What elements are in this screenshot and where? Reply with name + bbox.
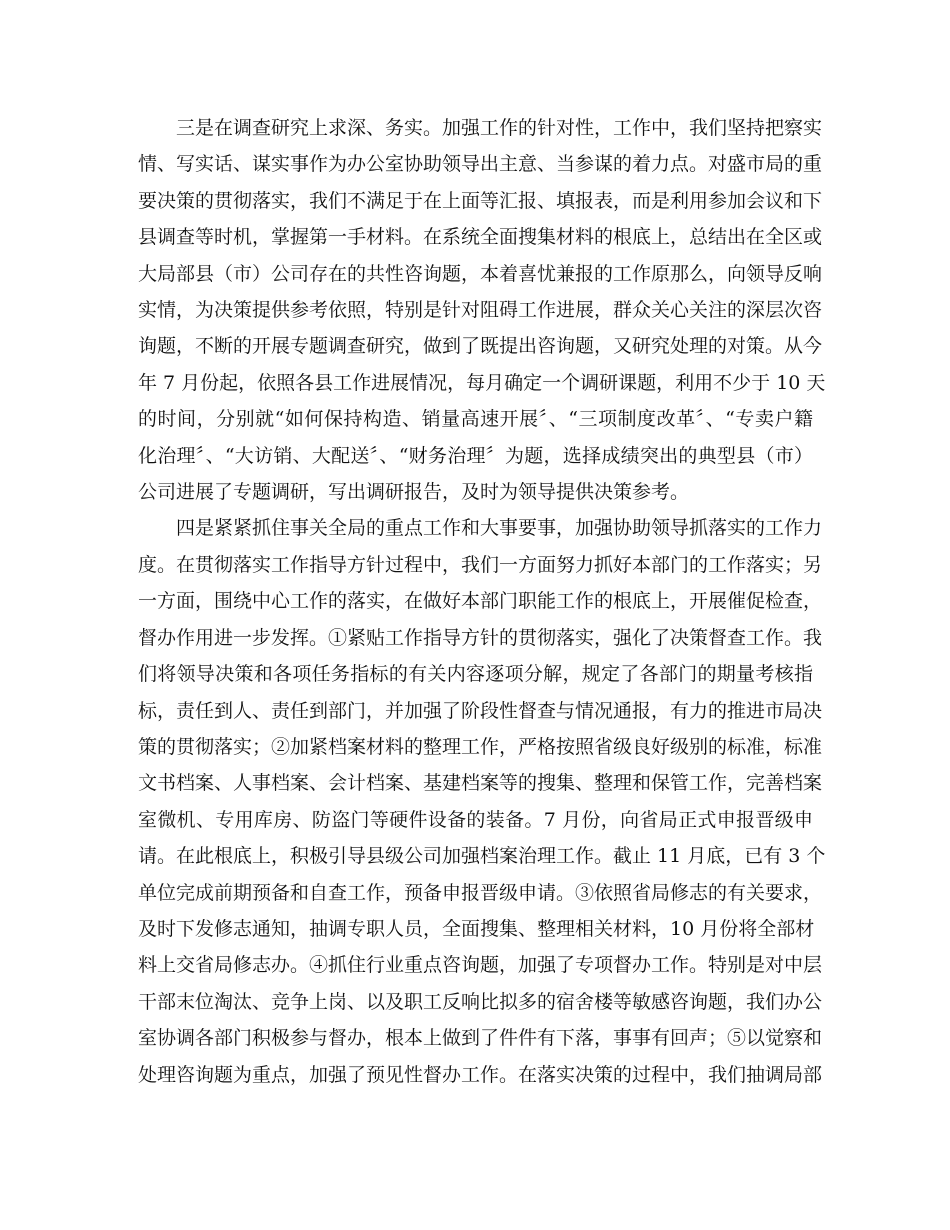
text-line: 要决策的贯彻落实，我们不满足于在上面等汇报、填报表，而是利用参加会议和下 <box>138 189 823 212</box>
text-line: 室协调各部门积极参与督办，根本上做到了件件有下落，事事有回声；⑤以觉察和 <box>138 1027 823 1050</box>
text-line: 请。在此根底上，积极引导县级公司加强档案治理工作。截止 11 月底，已有 3 个 <box>138 845 826 868</box>
text-line: 干部末位淘汰、竞争上岗、以及职工反响比拟多的宿舍楼等敏感咨询题，我们办公 <box>138 990 823 1013</box>
text-line: 公司进展了专题调研，写出调研报告，及时为领导提供决策参考。 <box>138 481 690 504</box>
text-line: 实情，为决策提供参考依照，特别是针对阻碍工作进展，群众关心关注的深层次咨 <box>138 299 823 322</box>
text-line: 文书档案、人事档案、会计档案、基建档案等的搜集、整理和保管工作，完善档案 <box>138 772 823 795</box>
text-line: 料上交省局修志办。④抓住行业重点咨询题，加强了专项督办工作。特别是对中层 <box>138 954 823 977</box>
text-line: 三是在调查研究上求深、务实。加强工作的针对性，工作中，我们坚持把察实 <box>176 117 823 139</box>
text-line: 及时下发修志通知，抽调专职人员，全面搜集、整理相关材料，10 月份将全部材 <box>138 917 815 940</box>
text-line: 化治理〞、“大访销、大配送〞、“财务治理〞为题，选择成绩突出的典型县（市） <box>138 444 813 467</box>
text-line: 度。在贯彻落实工作指导方针过程中，我们一方面努力抓好本部门的工作落实；另 <box>138 553 823 576</box>
text-line: 年 7 月份起，依照各县工作进展情况，每月确定一个调研课题，利用不少于 10 天 <box>138 371 826 394</box>
text-line: 四是紧紧抓住事关全局的重点工作和大事要事，加强协助领导抓落实的工作力 <box>176 517 823 540</box>
text-line: 督办作用进一步发挥。①紧贴工作指导方针的贯彻落实，强化了决策督查工作。我 <box>138 626 823 649</box>
text-line: 处理咨询题为重点，加强了预见性督办工作。在落实决策的过程中，我们抽调局部 <box>138 1063 823 1086</box>
text-line: 们将领导决策和各项任务指标的有关内容逐项分解，规定了各部门的期量考核指 <box>138 663 813 686</box>
text-line: 大局部县（市）公司存在的共性咨询题，本着喜忧兼报的工作原那么，向领导反响 <box>138 262 823 285</box>
paragraph-2 <box>138 510 826 1093</box>
text-line: 询题，不断的开展专题调查研究，做到了既提出咨询题，又研究处理的对策。从今 <box>138 335 823 358</box>
paragraph-1 <box>138 110 826 510</box>
document-body <box>138 110 826 1093</box>
text-line: 单位完成前期预备和自查工作，预备申报晋级申请。③依照省局修志的有关要求， <box>138 881 823 904</box>
text-line: 标，责任到人、责任到部门，并加强了阶段性督查与情况通报，有力的推进市局决 <box>138 699 823 722</box>
text-line: 一方面，围绕中心工作的落实，在做好本部门职能工作的根底上，开展催促检查， <box>138 590 823 613</box>
text-line: 策的贯彻落实；②加紧档案材料的整理工作，严格按照省级良好级别的标准，标准 <box>138 735 823 758</box>
text-line: 的时间，分别就“如何保持构造、销量高速开展〞、“三项制度改革〞、“专卖户籍 <box>138 408 813 431</box>
text-line: 室微机、专用库房、防盗门等硬件设备的装备。7 月份，向省局正式申报晋级申 <box>138 808 813 831</box>
text-line: 县调查等时机，掌握第一手材料。在系统全面搜集材料的根底上，总结出在全区或 <box>138 226 823 249</box>
text-line: 情、写实话、谋实事作为办公室协助领导出主意、当参谋的着力点。对盛市局的重 <box>138 153 823 176</box>
